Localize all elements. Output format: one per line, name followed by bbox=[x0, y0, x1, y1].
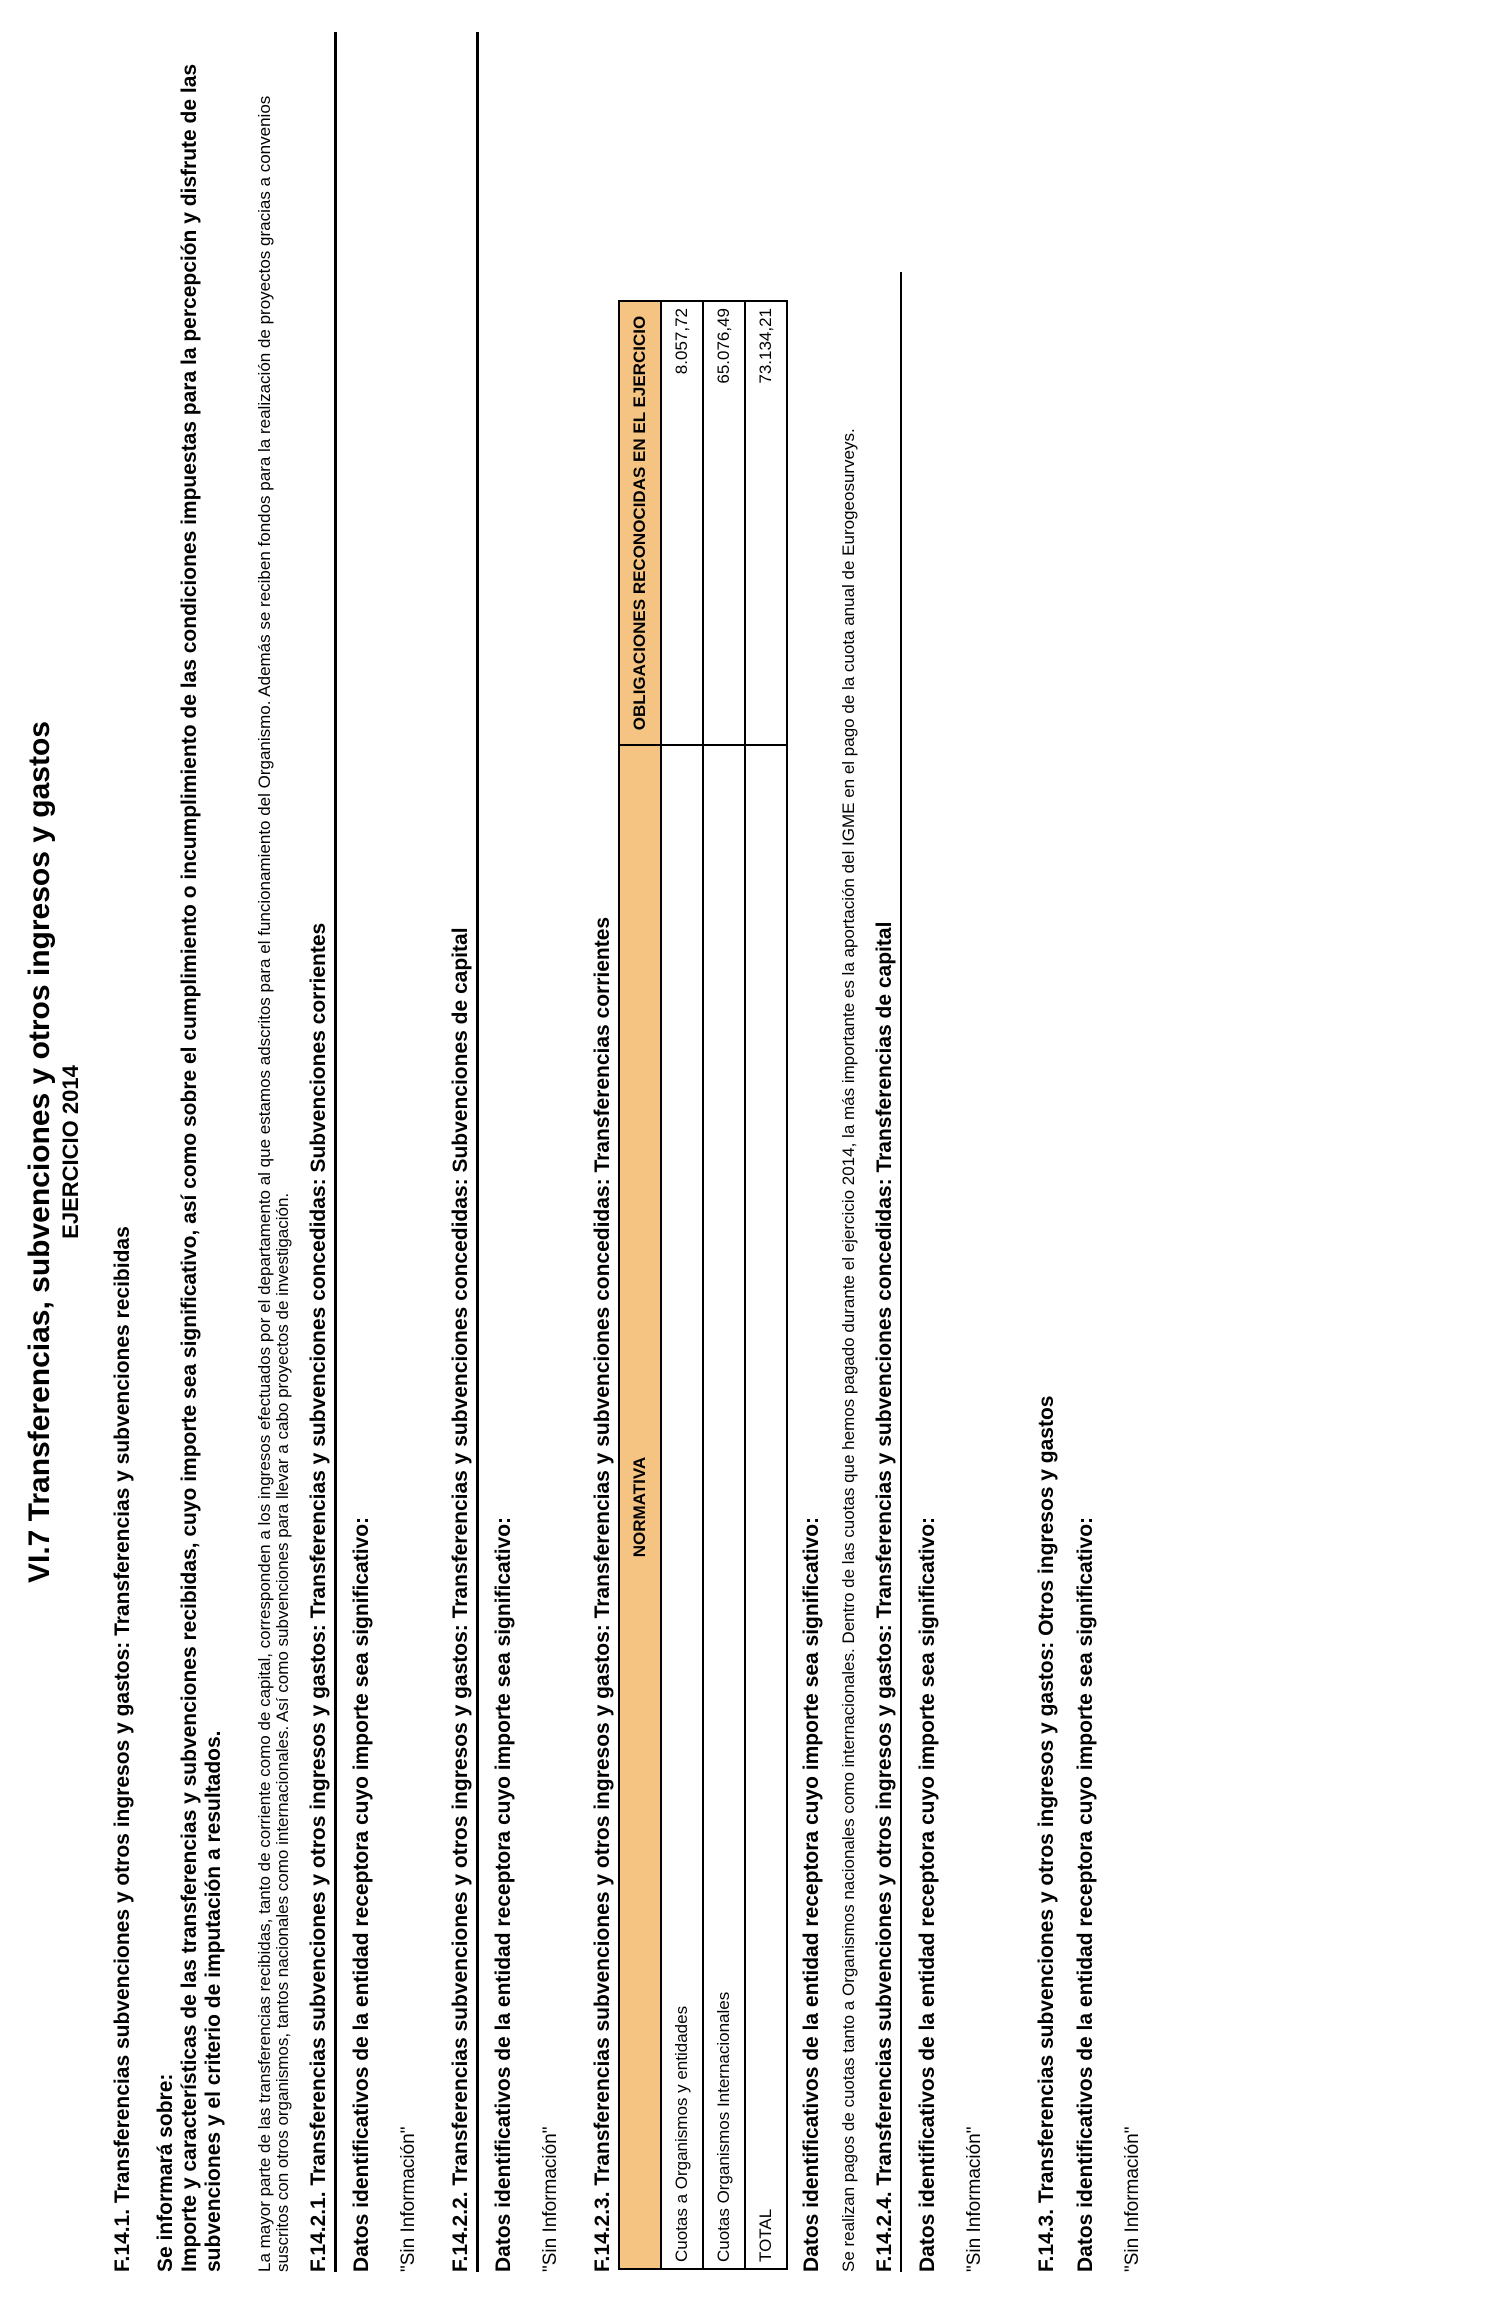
f1424-sin-informacion: "Sin Información" bbox=[964, 2126, 985, 2272]
page-title: VI.7 Transferencias, subvenciones y otros ingresos y gastos bbox=[23, 721, 56, 1584]
page-subtitle: EJERCICIO 2014 bbox=[58, 1065, 83, 1239]
table-row bbox=[661, 301, 703, 2269]
inform-text: Importe y características de las transferencias y subvenciones recibidas, cuyo importe sea significativo, así como sobre el cumplimiento o incumplimiento de las condiciones impuestas para la percepción y disfrute de las subvenciones y el criterio de imputación a resultados. bbox=[178, 63, 225, 2272]
row-amount: 65.076,49 bbox=[703, 301, 745, 745]
section-heading-f1424: F.14.2.4. Transferencias subvenciones y otros ingresos y gastos: Transferencias y subvenciones concedidas: Transferencias de capital bbox=[873, 921, 896, 2272]
row-label: Cuotas a Organismos y entidades bbox=[661, 745, 703, 2269]
table-header-row bbox=[619, 301, 661, 2269]
f1424-datos: Datos identificativos de la entidad receptora cuyo importe sea significativo: bbox=[916, 1516, 939, 2272]
section-rule bbox=[476, 32, 479, 2272]
f1422-datos: Datos identificativos de la entidad receptora cuyo importe sea significativo: bbox=[492, 1516, 515, 2272]
f1422-sin-informacion: "Sin Información" bbox=[540, 2126, 561, 2272]
f143-datos: Datos identificativos de la entidad receptora cuyo importe sea significativo: bbox=[1074, 1516, 1097, 2272]
col-normativa: NORMATIVA bbox=[619, 745, 661, 2269]
f1421-sin-informacion: "Sin Información" bbox=[398, 2126, 419, 2272]
f141-paragraph: La mayor parte de las transferencias recibidas, tanto de corriente como de capital, corresponden a los ingresos efectuados por el departamento al que estamos adscritos para el funcionamiento del Organismo. Además se reciben fondos para la realización de proyectos gracias a convenios suscritos con otros organismos, tantos nacionales como internacionales. Así como subvenciones para llevar a cabo proyectos de investigación. bbox=[255, 95, 292, 2272]
f1421-datos: Datos identificativos de la entidad receptora cuyo importe sea significativo: bbox=[350, 1516, 373, 2272]
f143-sin-informacion: "Sin Información" bbox=[1122, 2126, 1143, 2272]
inform-label: Se informará sobre: bbox=[154, 2073, 177, 2272]
section-rule bbox=[334, 32, 337, 2272]
row-label: TOTAL bbox=[745, 745, 787, 2269]
f1423-datos: Datos identificativos de la entidad receptora cuyo importe sea significativo: bbox=[800, 1516, 823, 2272]
section-heading-f141: F.14.1. Transferencias subvenciones y otros ingresos y gastos: Transferencias y subvenciones recibidas bbox=[111, 1226, 134, 2272]
col-obligaciones: OBLIGACIONES RECONOCIDAS EN EL EJERCICIO bbox=[619, 301, 661, 745]
table-row bbox=[703, 301, 745, 2269]
section-heading-f1421: F.14.2.1. Transferencias subvenciones y otros ingresos y gastos: Transferencias y subvenciones concedidas: Subvenciones corrientes bbox=[307, 922, 330, 2272]
f1423-paragraph: Se realizan pagos de cuotas tanto a Organismos nacionales como internacionales. Dentro de las cuotas que hemos pagado durante el ejercicio 2014, la más importante es la aportación del IGME en el pago de la cuota anual de Eurogeosurveys. bbox=[839, 428, 858, 2272]
section-heading-f1423: F.14.2.3. Transferencias subvenciones y otros ingresos y gastos: Transferencias y subvenciones concedidas: Transferencias corrientes bbox=[591, 916, 614, 2272]
section-heading-f143: F.14.3. Transferencias subvenciones y otros ingresos y gastos: Otros ingresos y gastos bbox=[1035, 1395, 1058, 2272]
section-heading-f1422: F.14.2.2. Transferencias subvenciones y otros ingresos y gastos: Transferencias y subvenciones concedidas: Subvenciones de capital bbox=[449, 927, 472, 2272]
document-page bbox=[0, 32, 1144, 2272]
row-amount: 8.057,72 bbox=[661, 301, 703, 745]
transferencias-table bbox=[618, 300, 788, 2270]
row-label: Cuotas Organismos Internacionales bbox=[703, 745, 745, 2269]
inform-block bbox=[154, 32, 226, 2272]
table-row-total bbox=[745, 301, 787, 2269]
section-rule bbox=[900, 272, 902, 2272]
row-amount: 73.134,21 bbox=[745, 301, 787, 745]
